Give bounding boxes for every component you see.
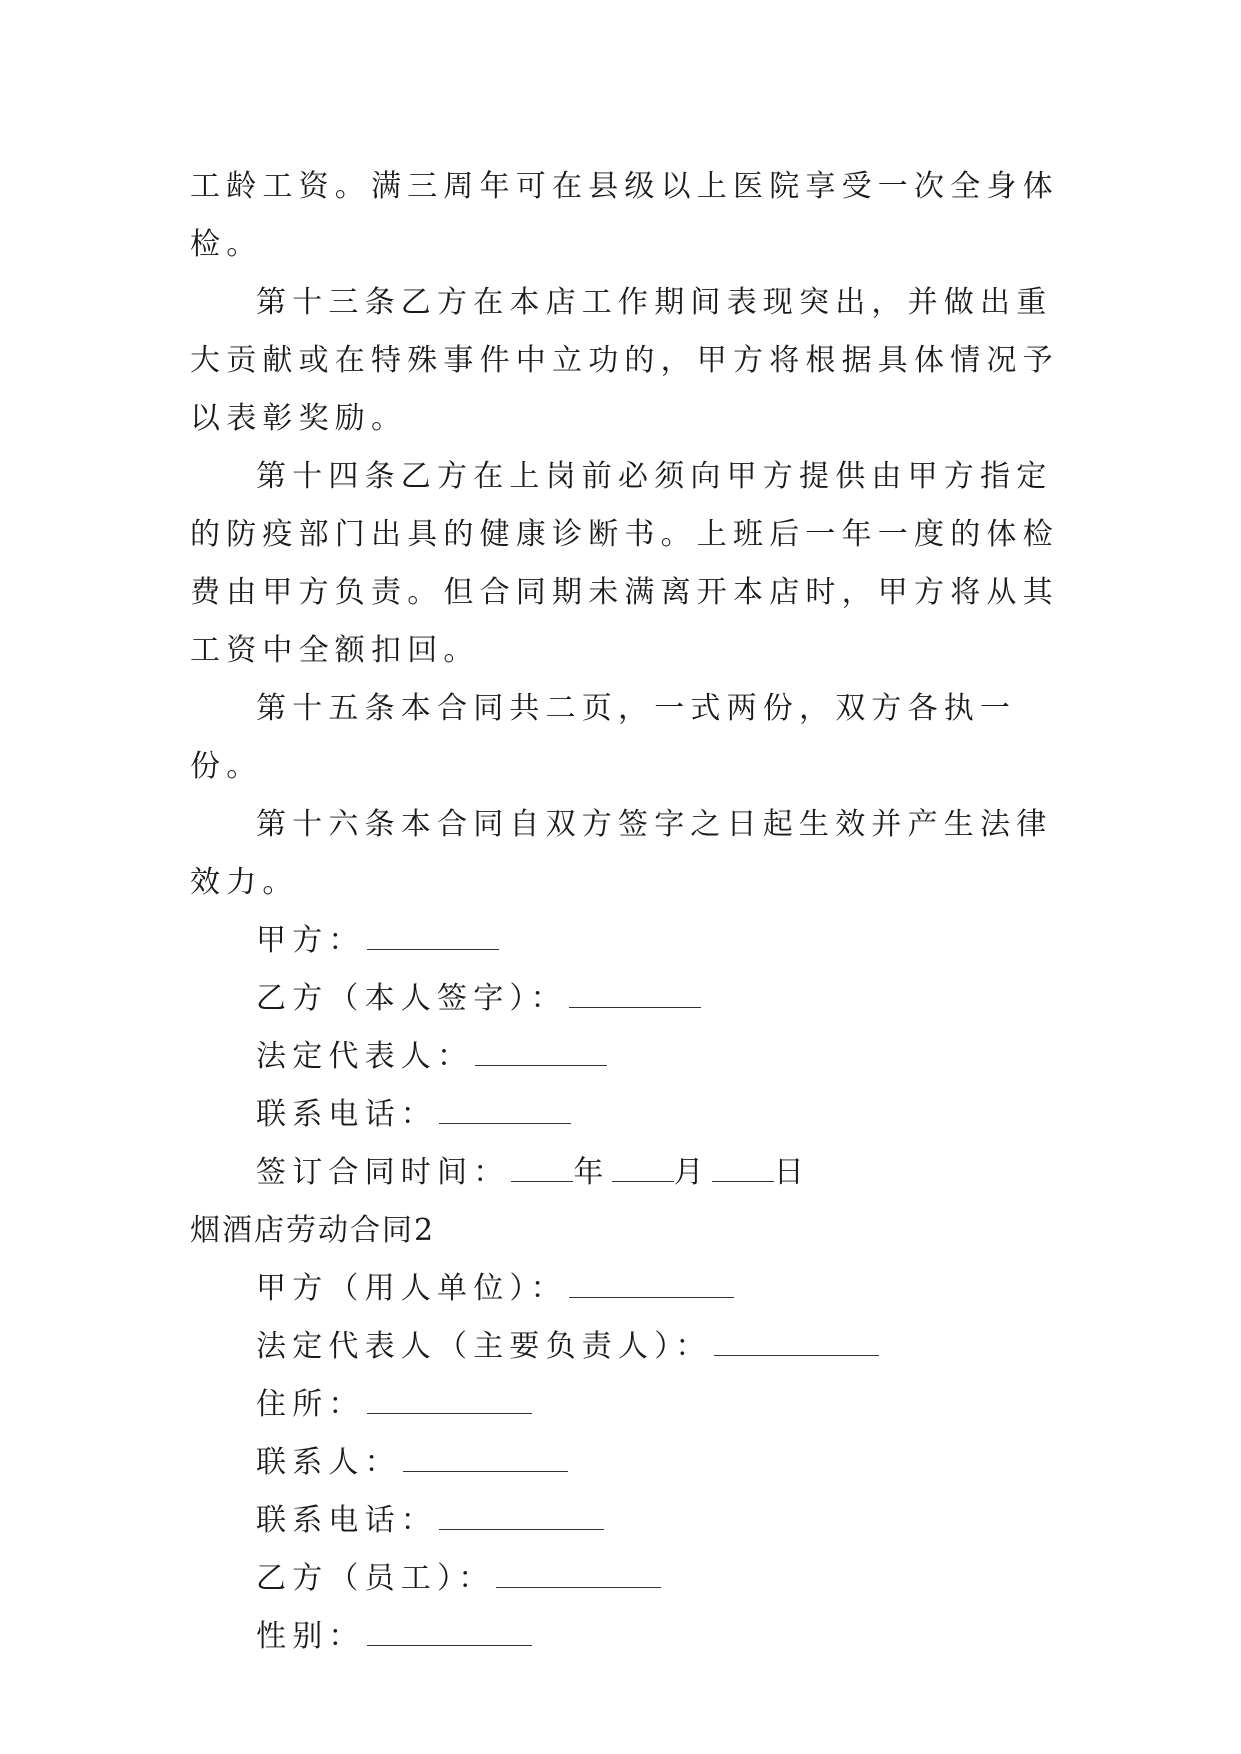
contract2-field-gender: [190, 1608, 1070, 1666]
field-label: 甲方：: [256, 923, 365, 958]
blank-line: [367, 927, 499, 950]
date-line: [190, 1144, 1070, 1202]
signature-field-phone: [190, 1086, 1070, 1144]
field-label: 乙方（本人签字）：: [256, 981, 567, 1016]
blank-line: [403, 1449, 568, 1472]
field-label: 法定代表人（主要负责人）：: [256, 1329, 712, 1364]
field-label: 住所：: [256, 1387, 365, 1422]
field-label: 联系人：: [256, 1445, 401, 1480]
blank-day: [712, 1159, 774, 1182]
blank-line: [439, 1101, 571, 1124]
blank-line: [714, 1333, 879, 1356]
date-label: 签订合同时间：: [256, 1155, 510, 1190]
blank-line: [569, 985, 701, 1008]
contract2-field-phone: [190, 1492, 1070, 1550]
paragraph-article-15: 第十五条本合同共二页，一式两份，双方各执一份。: [190, 691, 1017, 784]
section-title: 烟酒店劳动合同2: [190, 1213, 436, 1248]
signature-field-party-b: [190, 970, 1070, 1028]
field-label: 性别：: [256, 1619, 365, 1654]
signature-field-party-a: [190, 912, 1070, 970]
blank-line: [569, 1275, 734, 1298]
blank-line: [439, 1507, 604, 1530]
signature-field-legal-rep: [190, 1028, 1070, 1086]
paragraph-article-16: 第十六条本合同自双方签字之日起生效并产生法律效力。: [190, 807, 1053, 900]
blank-year: [511, 1159, 573, 1182]
document-body: [190, 158, 1070, 1666]
contract2-field-contact: [190, 1434, 1070, 1492]
paragraph-article-14: 第十四条乙方在上岗前必须向甲方提供由甲方指定的防疫部门出具的健康诊断书。上班后一年一度的体检费由甲方负责。但合同期未满离开本店时，甲方将从其工资中全额扣回。: [190, 459, 1059, 668]
contract2-field-employer: [190, 1260, 1070, 1318]
blank-line: [496, 1565, 661, 1588]
field-label: 甲方（用人单位）：: [256, 1271, 567, 1306]
paragraph-continuation: 工龄工资。满三周年可在县级以上医院享受一次全身体检。: [190, 169, 1059, 262]
blank-month: [612, 1159, 674, 1182]
date-day-unit: 日: [773, 1155, 811, 1190]
date-month-unit: 月: [673, 1155, 710, 1190]
field-label: 联系电话：: [256, 1097, 437, 1132]
blank-line: [367, 1391, 532, 1414]
date-year-unit: 年: [573, 1155, 610, 1190]
field-label: 联系电话：: [256, 1503, 437, 1538]
field-label: 乙方（员工）：: [256, 1561, 495, 1596]
contract2-field-legal-rep: [190, 1318, 1070, 1376]
contract2-field-employee: [190, 1550, 1070, 1608]
contract2-field-address: [190, 1376, 1070, 1434]
blank-line: [367, 1623, 532, 1646]
paragraph-article-13: 第十三条乙方在本店工作期间表现突出，并做出重大贡献或在特殊事件中立功的，甲方将根据具体情况予以表彰奖励。: [190, 285, 1059, 436]
blank-line: [475, 1043, 607, 1066]
field-label: 法定代表人：: [256, 1039, 474, 1074]
